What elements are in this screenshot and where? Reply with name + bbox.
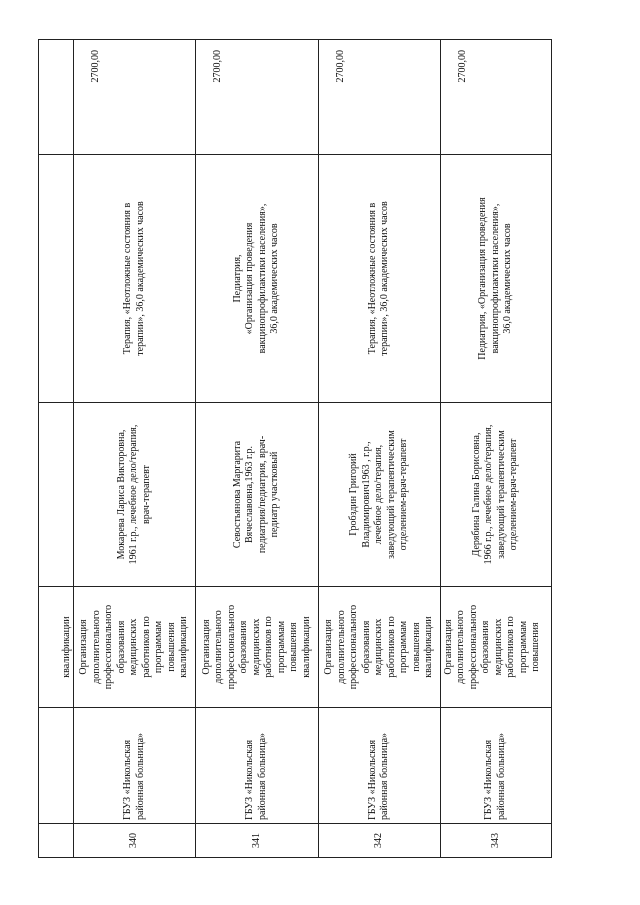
program-line: работников по (140, 616, 152, 678)
org-line: ГБУЗ «Никольская (483, 739, 495, 820)
program-line: программам (517, 620, 529, 674)
course-line: Терапия, «Неотложные состояния в (122, 202, 134, 355)
table-row (74, 40, 196, 858)
cell-number: 343 (440, 824, 551, 858)
cell-program (74, 587, 196, 708)
courses-table (38, 39, 552, 858)
program-line: дополнительного (213, 610, 225, 684)
course-line: Терапия, «Неотложные состояния в (366, 202, 378, 355)
person-line: Вячеславовна,1963 г.р. (244, 446, 256, 543)
course-line: 36,0 академических часов (502, 223, 514, 334)
program-line: профессионального (348, 604, 360, 690)
program-line: квалификации (178, 616, 190, 678)
cell-number: 342 (318, 824, 440, 858)
org-line: ГБУЗ «Никольская (244, 739, 256, 820)
org-line: ГБУЗ «Никольская (122, 739, 134, 820)
program-line: повышения (165, 622, 177, 672)
table-row (440, 40, 551, 858)
cell-course (196, 155, 318, 403)
program-line: Организация (200, 619, 212, 675)
cell-price: 2700,00 (196, 40, 318, 155)
course-line: вакцинопрофилактики населения», (256, 203, 268, 354)
program-line: квалификации (423, 616, 435, 678)
person-line: заведующий терапевтическим (385, 430, 397, 559)
cell-organization (196, 708, 318, 824)
person-line: 1966 г.р., лечебное дело/терапия, (483, 424, 495, 565)
person-line: педиатр участковый (269, 451, 281, 538)
person-line: педиатрия/педиатрия, врач- (256, 435, 268, 554)
cell-empty (39, 40, 74, 155)
program-line: Организация (323, 619, 335, 675)
course-line: Педиатрия, (231, 254, 243, 303)
program-line: медицинских (128, 618, 140, 676)
program-line: профессионального (225, 604, 237, 690)
program-line: дополнительного (90, 610, 102, 684)
program-line: работников по (385, 616, 397, 678)
org-line: районная больница» (379, 732, 391, 820)
org-line: районная больница» (256, 732, 268, 820)
program-line: профессионального (103, 604, 115, 690)
program-line: работников по (263, 616, 275, 678)
program-line: программам (275, 620, 287, 674)
person-line: Гробздин Григорий (348, 453, 360, 536)
cell-organization (440, 708, 551, 824)
person-line: заведующий терапевтическим (495, 430, 507, 559)
program-line: медицинских (373, 618, 385, 676)
cell-person (440, 403, 551, 587)
cell-course (318, 155, 440, 403)
cell-qualification-fragment: квалификации (39, 587, 74, 708)
person-line: 1961 г.р., лечебное дело/терапия, (128, 424, 140, 565)
cell-program (196, 587, 318, 708)
program-line: Организация (442, 619, 454, 675)
cell-course (440, 155, 551, 403)
program-line: медицинских (250, 618, 262, 676)
person-line: лечебное дело/терапия, (373, 444, 385, 545)
program-line: образования (238, 620, 250, 674)
rotated-table-wrapper (38, 40, 552, 858)
cell-empty (39, 824, 74, 858)
course-line: «Организация проведения (244, 222, 256, 335)
course-line: Педиатрия, «Организация проведения (477, 197, 489, 360)
cell-program (440, 587, 551, 708)
org-line: районная больница» (495, 732, 507, 820)
course-line: 36,0 академических часов (269, 223, 281, 334)
cell-empty (39, 155, 74, 403)
table-row (318, 40, 440, 858)
program-line: образования (480, 620, 492, 674)
course-line: терапии», 36,0 академических часов (134, 201, 146, 356)
program-line: Организация (78, 619, 90, 675)
person-line: Дерябина Галина Борисовна, (470, 432, 482, 557)
person-line: Севостьянова Маргарита (231, 440, 243, 549)
person-line: отделением-врач-терапевт (508, 438, 520, 551)
cell-empty (39, 708, 74, 824)
person-line: Владимирович1963 , г.р., (360, 441, 372, 548)
program-line: образования (360, 620, 372, 674)
org-line: районная больница» (134, 732, 146, 820)
course-line: терапии», 36,0 академических часов (379, 201, 391, 356)
table-row (196, 40, 318, 858)
cell-person (196, 403, 318, 587)
cell-organization (318, 708, 440, 824)
cell-person (318, 403, 440, 587)
program-line: медицинских (492, 618, 504, 676)
program-line: дополнительного (455, 610, 467, 684)
program-line: программам (398, 620, 410, 674)
program-line: работников по (505, 616, 517, 678)
cell-price: 2700,00 (440, 40, 551, 155)
program-line: дополнительного (335, 610, 347, 684)
cell-price: 2700,00 (74, 40, 196, 155)
program-line: профессионального (467, 604, 479, 690)
program-line: программам (153, 620, 165, 674)
cell-empty (39, 403, 74, 587)
program-line: квалификации (300, 616, 312, 678)
org-line: ГБУЗ «Никольская (366, 739, 378, 820)
person-line: врач-терапевт (140, 465, 152, 524)
cell-person (74, 403, 196, 587)
cell-price: 2700,00 (318, 40, 440, 155)
cell-number: 340 (74, 824, 196, 858)
cell-organization (74, 708, 196, 824)
table-row-header-fragment (39, 40, 74, 858)
course-line: вакцинопрофилактики населения», (489, 203, 501, 354)
program-line: повышения (530, 622, 542, 672)
cell-program (318, 587, 440, 708)
program-line: образования (115, 620, 127, 674)
person-line: отделением-врач-терапевт (398, 438, 410, 551)
program-line: повышения (288, 622, 300, 672)
cell-course (74, 155, 196, 403)
program-line: повышения (410, 622, 422, 672)
cell-number: 341 (196, 824, 318, 858)
person-line: Мокарева Лариса Викторовна, (115, 429, 127, 560)
